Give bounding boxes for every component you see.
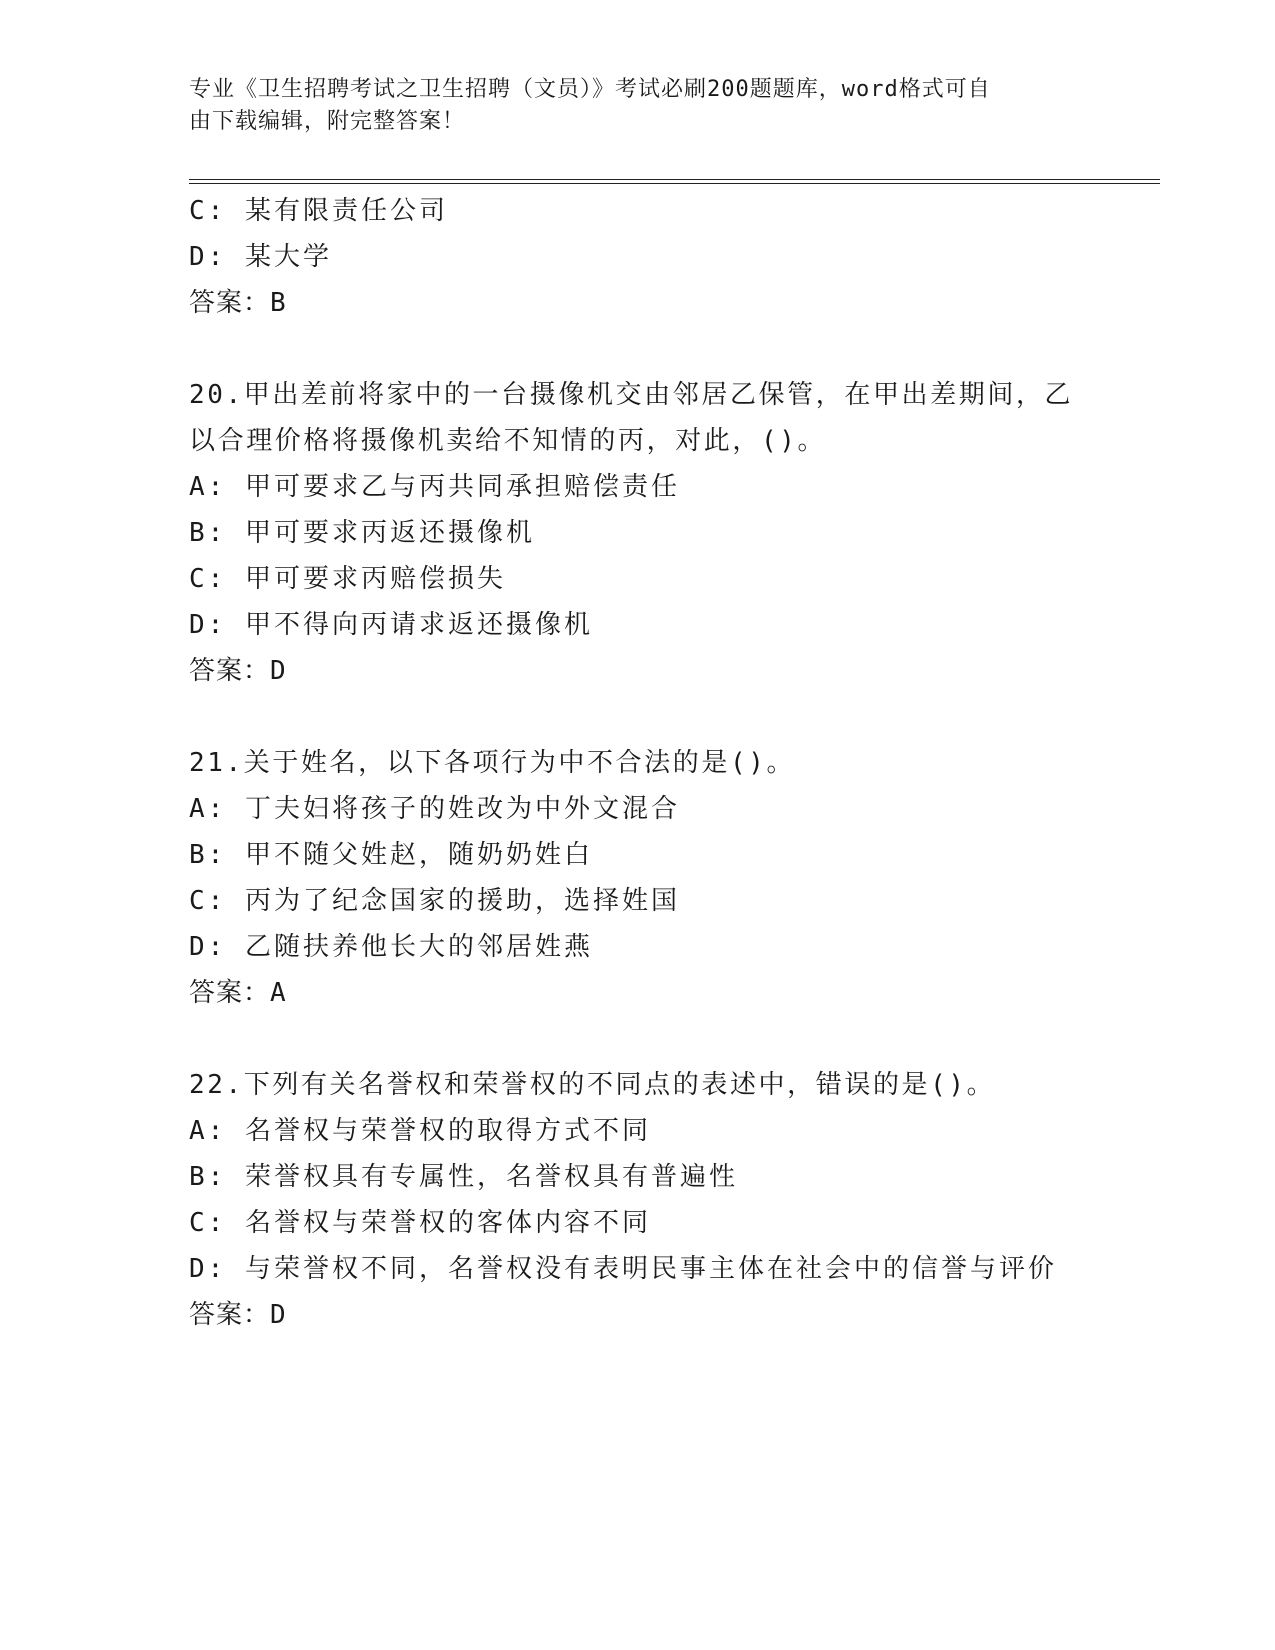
question-stem-line-1: 22.下列有关名誉权和荣誉权的不同点的表述中，错误的是()。 [189, 1070, 996, 1100]
option-d: D: 与荣誉权不同，名誉权没有表明民事主体在社会中的信誉与评价 [189, 1254, 1057, 1284]
document-body [189, 188, 1160, 1338]
spacer [189, 694, 1160, 740]
option-b: B: 甲不随父姓赵，随奶奶姓白 [189, 840, 593, 870]
previous-question [189, 188, 1160, 326]
option-a: A: 名誉权与荣誉权的取得方式不同 [189, 1116, 651, 1146]
question-stem-line-1: 21.关于姓名，以下各项行为中不合法的是()。 [189, 748, 796, 778]
option-c: C: 某有限责任公司 [189, 196, 448, 226]
spacer [189, 1016, 1160, 1062]
option-c: C: 丙为了纪念国家的援助，选择姓国 [189, 886, 680, 916]
answer-line: 答案：B [189, 288, 287, 318]
option-b: B: 甲可要求丙返还摄像机 [189, 518, 535, 548]
question-22 [189, 1062, 1160, 1338]
option-c: C: 名誉权与荣誉权的客体内容不同 [189, 1208, 651, 1238]
question-21 [189, 740, 1160, 1016]
option-a: A: 甲可要求乙与丙共同承担赔偿责任 [189, 472, 680, 502]
question-stem-line-1: 20.甲出差前将家中的一台摄像机交由邻居乙保管，在甲出差期间，乙 [189, 380, 1074, 410]
document-header [189, 74, 1089, 138]
header-line-2: 由下载编辑，附完整答案！ [189, 109, 466, 134]
option-d: D: 某大学 [189, 242, 332, 272]
option-a: A: 丁夫妇将孩子的姓改为中外文混合 [189, 794, 680, 824]
question-20 [189, 372, 1160, 694]
answer-line: 答案：D [189, 1300, 287, 1330]
question-stem-line-2: 以合理价格将摄像机卖给不知情的丙，对此，()。 [189, 426, 827, 456]
option-d: D: 乙随扶养他长大的邻居姓燕 [189, 932, 593, 962]
answer-line: 答案：D [189, 656, 287, 686]
spacer [189, 326, 1160, 372]
option-d: D: 甲不得向丙请求返还摄像机 [189, 610, 593, 640]
header-line-1: 专业《卫生招聘考试之卫生招聘（文员）》考试必刷200题题库，word格式可自 [189, 77, 991, 102]
header-divider [189, 179, 1160, 184]
answer-line: 答案：A [189, 978, 287, 1008]
option-b: B: 荣誉权具有专属性，名誉权具有普遍性 [189, 1162, 738, 1192]
option-c: C: 甲可要求丙赔偿损失 [189, 564, 506, 594]
